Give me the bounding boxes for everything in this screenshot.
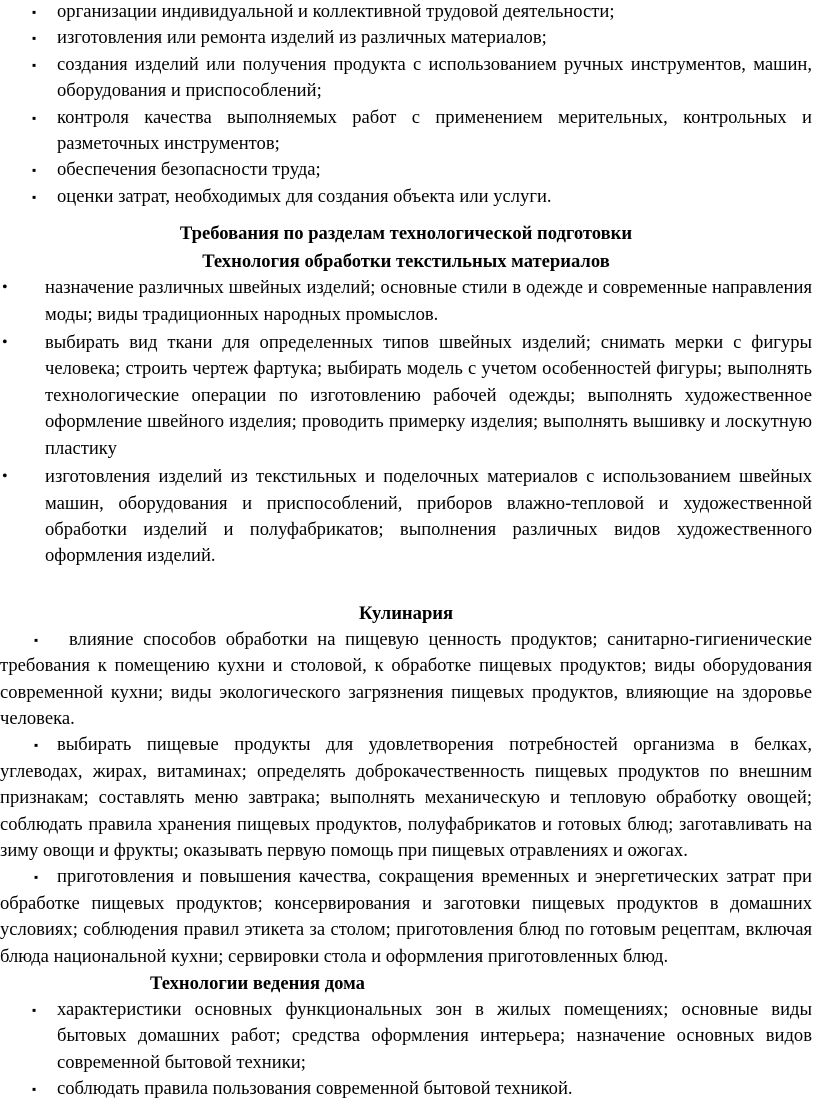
- square-bullet-icon: [32, 0, 36, 25]
- item-text: соблюдать правила пользования современной бытовой техникой.: [57, 1078, 573, 1100]
- cooking-list: [0, 627, 812, 970]
- round-bullet-icon: [2, 275, 8, 301]
- round-bullet-icon: [2, 330, 8, 356]
- section-heading: Требования по разделам технологической подготовки: [179, 223, 633, 245]
- list-item: [0, 275, 812, 328]
- skills-list: [0, 0, 812, 210]
- square-bullet-icon: [34, 864, 38, 890]
- list-item: [0, 627, 812, 733]
- square-bullet-icon: [32, 52, 36, 78]
- item-text: приготовления и повышения качества, сокращения временных и энергетических затрат при обработке пищевых продуктов; консервирования и заготовки пищевых продуктов в домашних условиях; соблюдения правил этикета за столом; приготовления блюд по готовым рецептам, включая блюда национальной кухни; сервировки стола и оформления приготовленных блюд.: [0, 866, 812, 967]
- subsection-heading-textile: Технология обработки текстильных материалов: [202, 251, 610, 273]
- list-item: [0, 184, 812, 210]
- list-item: [0, 997, 812, 1076]
- item-text: создания изделий или получения продукта с использованием ручных инструментов, машин, оборудования и приспособлений;: [57, 53, 812, 102]
- square-bullet-icon: [32, 1076, 36, 1102]
- list-item: [0, 732, 812, 864]
- list-item: [0, 157, 812, 183]
- square-bullet-icon: [32, 105, 36, 131]
- list-item: [0, 52, 812, 105]
- item-text: организации индивидуальной и коллективной трудовой деятельности;: [57, 1, 615, 22]
- home-list: [0, 997, 812, 1103]
- list-item: [0, 330, 812, 462]
- item-text: характеристики основных функциональных зон в жилых помещениях; основные виды бытовых домашних работ; средства оформления интерьера; назначение основных видов современной бытовой техники;: [57, 999, 812, 1073]
- round-bullet-icon: [2, 464, 8, 490]
- list-item: [0, 105, 812, 158]
- square-bullet-icon: [32, 184, 36, 210]
- subsection-heading-cooking: Кулинария: [358, 602, 454, 624]
- item-text: обеспечения безопасности труда;: [57, 159, 321, 181]
- square-bullet-icon: [32, 997, 36, 1023]
- square-bullet-icon: [34, 627, 38, 653]
- textile-list: [0, 275, 812, 569]
- item-text: выбирать вид ткани для определенных типов швейных изделий; снимать мерки с фигуры человека; строить чертеж фартука; выбирать модель с учетом особенностей фигуры; выполнять технологические операции по изготовлению рабочей одежды; выполнять художественное оформление швейного изделия; проводить примерку изделия; выполнять вышивку и лоскутную пластику: [45, 332, 812, 459]
- list-item: [0, 464, 812, 570]
- item-text: контроля качества выполняемых работ с применением мерительных, контрольных и разметочных инструментов;: [57, 106, 812, 155]
- list-item: [0, 25, 812, 51]
- list-item: [0, 0, 812, 25]
- item-text: назначение различных швейных изделий; основные стили в одежде и современные направления моды; виды традиционных народных промыслов.: [45, 277, 812, 325]
- item-text: влияние способов обработки на пищевую ценность продуктов; санитарно-гигиенические требования к помещению кухни и столовой, к обработке пищевых продуктов; виды оборудования современной кухни; виды экологического загрязнения пищевых продуктов, влияющие на здоровье человека.: [0, 628, 812, 729]
- list-item: [0, 1076, 812, 1102]
- item-text: оценки затрат, необходимых для создания объекта или услуги.: [57, 185, 552, 207]
- subsection-heading-home: Технологии ведения дома: [150, 973, 365, 994]
- item-text: изготовления или ремонта изделий из различных материалов;: [57, 27, 547, 49]
- list-item: [0, 864, 812, 970]
- item-text: выбирать пищевые продукты для удовлетворения потребностей организма в белках, углеводах, жирах, витаминах; определять доброкачественность пищевых продуктов по внешним признакам; составлять меню завтрака; выполнять механическую и тепловую обработку овощей; соблюдать правила хранения пищевых продуктов, полуфабрикатов и готовых блюд; заготавливать на зиму овощи и фрукты; оказывать первую помощь при пищевых отравлениях и ожогах.: [0, 734, 812, 861]
- square-bullet-icon: [32, 25, 36, 51]
- square-bullet-icon: [32, 157, 36, 183]
- square-bullet-icon: [34, 732, 38, 758]
- item-text: изготовления изделий из текстильных и поделочных материалов с использованием швейных машин, оборудования и приспособлений, приборов влажно-тепловой и художественной обработки изделий и полуфабрикатов; выполнения различных видов художественного оформления изделий.: [45, 466, 812, 567]
